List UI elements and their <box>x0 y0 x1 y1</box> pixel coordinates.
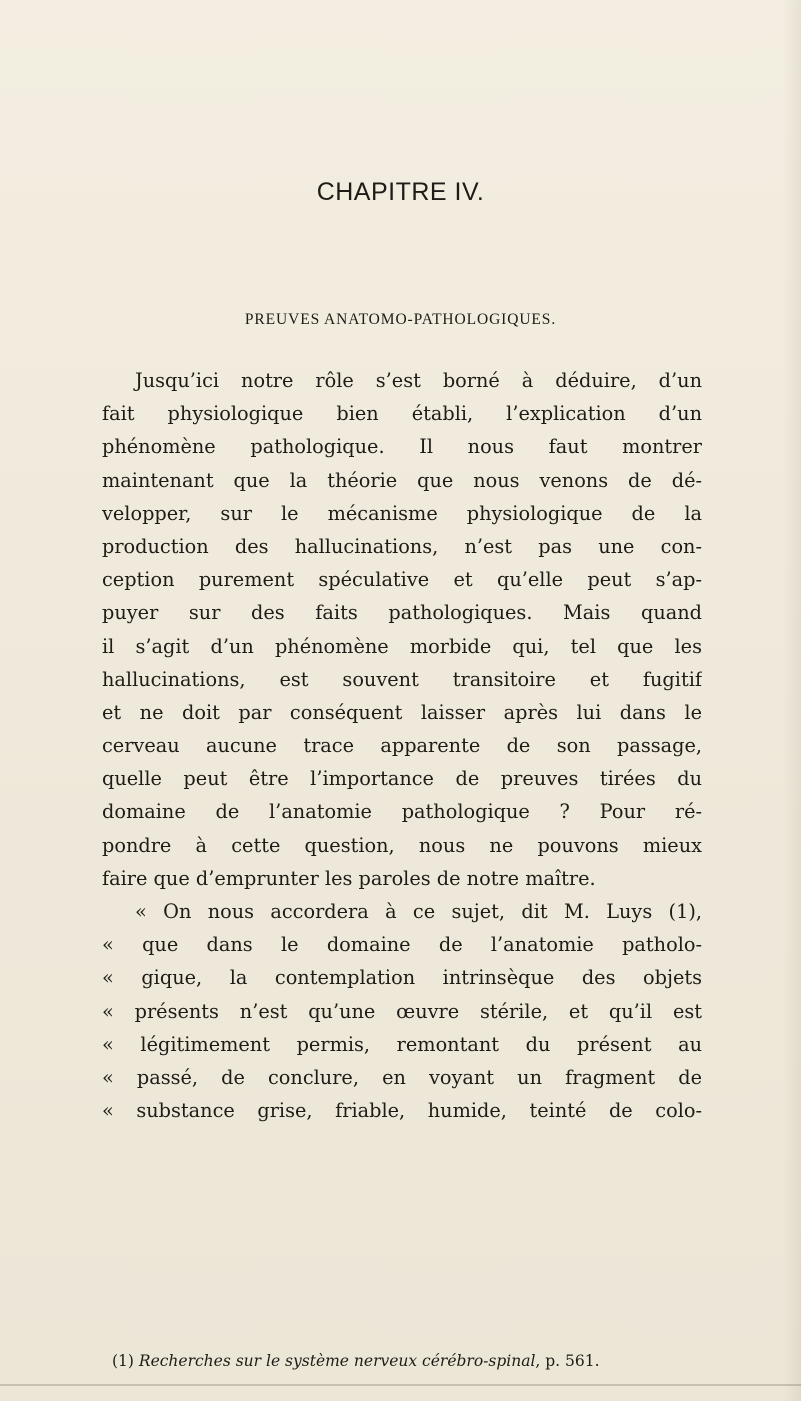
text-line: hallucinations, est souvent transitoire et fugitif <box>102 667 702 691</box>
bottom-rule <box>0 1384 801 1386</box>
text-line: « présents n’est qu’une œuvre stérile, et qu’il est <box>102 999 702 1023</box>
text-line: ception purement spéculative et qu’elle peut s’ap- <box>102 568 702 592</box>
section-title: PREUVES ANATOMO-PATHOLOGIQUES. <box>244 311 557 328</box>
text-line: « On nous accordera à ce sujet, dit M. Luys (1), <box>135 900 702 923</box>
text-line: production des hallucinations, n’est pas une con- <box>102 534 702 558</box>
page-edge-shadow <box>783 0 801 1401</box>
text-line: « substance grise, friable, humide, teinté de colo- <box>102 1099 702 1123</box>
body-text <box>102 364 702 1127</box>
text-line: cerveau aucune trace apparente de son passage, <box>102 734 702 758</box>
text-line: faire que d’emprunter les paroles de notre maître. <box>102 866 596 890</box>
text-line: Jusqu’ici notre rôle s’est borné à déduire, d’un <box>135 369 702 392</box>
text-line: et ne doit par conséquent laisser après lui dans le <box>102 700 702 724</box>
footnote-title: Recherches sur le système nerveux cérébro-spinal <box>138 1352 536 1370</box>
text-line: phénomène pathologique. Il nous faut montrer <box>102 435 702 459</box>
text-line: quelle peut être l’importance de preuves tirées du <box>102 767 702 791</box>
footnote <box>112 1351 712 1371</box>
text-line: « gique, la contemplation intrinsèque des objets <box>102 966 702 990</box>
text-line: domaine de l’anatomie pathologique ? Pour ré- <box>102 800 702 824</box>
text-line: puyer sur des faits pathologiques. Mais quand <box>102 601 702 625</box>
text-line: maintenant que la théorie que nous venons de dé- <box>102 468 702 492</box>
text-line: pondre à cette question, nous ne pouvons mieux <box>102 833 702 857</box>
text-line: fait physiologique bien établi, l’explication d’un <box>102 402 702 426</box>
text-line: « légitimement permis, remontant du présent au <box>102 1032 702 1056</box>
text-line: velopper, sur le mécanisme physiologique de la <box>102 501 702 525</box>
footnote-page-ref: , p. 561. <box>535 1352 600 1370</box>
text-line: « que dans le domaine de l’anatomie patholo- <box>102 933 702 957</box>
chapter-title: CHAPITRE IV. <box>316 178 485 206</box>
text-line: « passé, de conclure, en voyant un fragment de <box>102 1065 702 1089</box>
text-line: il s’agit d’un phénomène morbide qui, tel que les <box>102 634 702 658</box>
footnote-marker: (1) <box>112 1352 134 1370</box>
